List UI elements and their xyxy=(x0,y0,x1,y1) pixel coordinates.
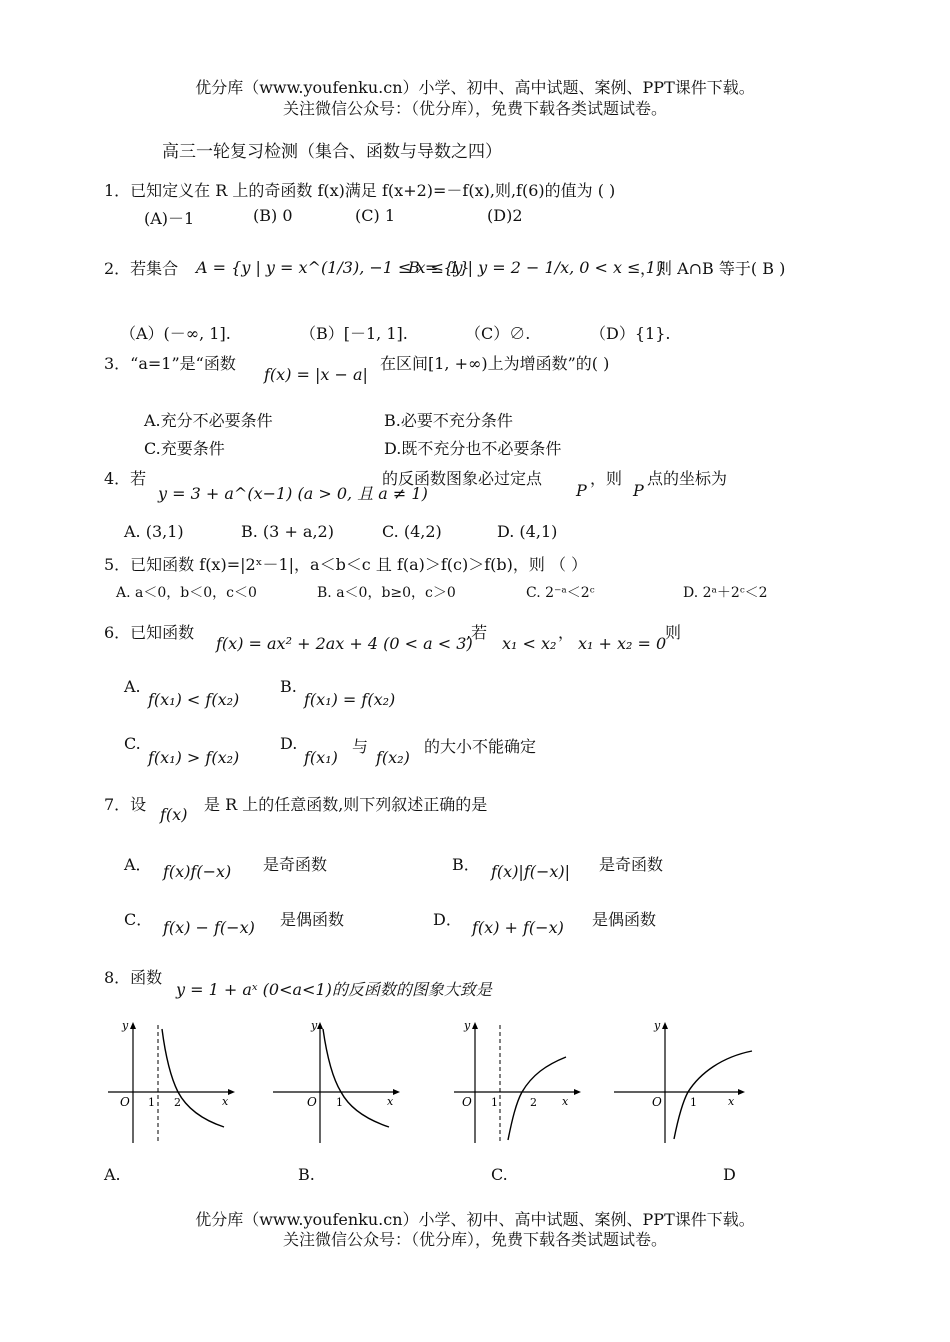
y-arrow-icon xyxy=(317,1022,323,1029)
y-arrow-icon xyxy=(662,1022,668,1029)
q2-stem-prefix: 2．若集合 xyxy=(104,259,179,278)
q6-cond-1: x₁ < x₂ xyxy=(502,634,557,653)
x-arrow-icon xyxy=(738,1089,745,1095)
q6-cond-2: x₁ + x₂ = 0 xyxy=(578,634,667,653)
q3-option-c: C.充要条件 xyxy=(144,439,225,458)
x-arrow-icon xyxy=(393,1089,400,1095)
q8-graph-a xyxy=(100,1015,240,1150)
q6-option-a: f(x₁) < f(x₂) xyxy=(148,690,240,709)
q6-option-b: f(x₁) = f(x₂) xyxy=(304,690,396,709)
q1-option-a: (A)－1 xyxy=(144,209,195,228)
origin-label: O xyxy=(652,1095,662,1109)
x-label: x xyxy=(387,1095,394,1108)
q5-option-d: D. 2ᵃ＋2ᶜ＜2 xyxy=(683,585,768,601)
q8-caption-c: C. xyxy=(491,1165,508,1184)
q2-option-b: （B）[－1, 1]. xyxy=(300,324,408,343)
q2-option-c: （C）∅. xyxy=(465,324,531,343)
x-label: x xyxy=(728,1095,735,1108)
q4-point-p: P xyxy=(576,481,587,500)
q5-option-a: A. a＜0，b＜0，c＜0 xyxy=(116,585,257,601)
q8-expr: y = 1 + aˣ (0<a<1)的反函数的图象大致是 xyxy=(176,980,492,999)
q6-comma: ， xyxy=(558,623,575,642)
tick-1: 1 xyxy=(148,1096,155,1109)
q6-option-d-suffix: 的大小不能确定 xyxy=(424,737,537,756)
q4-stem-prefix: 4．若 xyxy=(104,469,147,488)
curve xyxy=(162,1029,224,1127)
curve xyxy=(508,1057,566,1140)
y-label: y xyxy=(311,1019,318,1032)
q6-option-c: f(x₁) > f(x₂) xyxy=(148,748,240,767)
q3-option-a: A.充分不必要条件 xyxy=(144,411,273,430)
page-title: 高三一轮复习检测（集合、函数与导数之四） xyxy=(162,142,502,162)
q6-option-b-label: B. xyxy=(280,677,297,696)
q7-option-a-label: A． xyxy=(124,855,152,874)
q7-option-d: f(x) + f(−x) xyxy=(472,918,564,937)
q3-stem-suffix: 在区间[1, +∞)上为增函数”的( ) xyxy=(380,354,610,373)
q4-stem-mid2: ，则 xyxy=(590,469,623,488)
tick-2: 2 xyxy=(174,1096,181,1109)
q6-option-d-1: f(x₁) xyxy=(304,748,338,767)
q2-stem-suffix: ，则 A∩B 等于( B ) xyxy=(640,259,786,278)
q5-option-c: C. 2⁻ᵃ＜2ᶜ xyxy=(526,585,595,601)
q8-stem-prefix: 8．函数 xyxy=(104,968,163,987)
origin-label: O xyxy=(462,1095,472,1109)
q2-option-d: （D）{1}. xyxy=(590,324,671,343)
q3-expr: f(x) = |x − a| xyxy=(264,365,368,384)
q7-option-b-suffix: 是奇函数 xyxy=(599,855,664,874)
q6-option-d-2: f(x₂) xyxy=(376,748,410,767)
q6-option-d-mid: 与 xyxy=(352,737,369,756)
q7-stem-suffix: 是 R 上的任意函数,则下列叙述正确的是 xyxy=(204,795,488,814)
y-arrow-icon xyxy=(472,1022,478,1029)
y-label: y xyxy=(122,1019,129,1032)
q4-expr: y = 3 + a^(x−1) (a > 0, 且 a ≠ 1) xyxy=(158,484,428,503)
q7-expr: f(x) xyxy=(160,805,188,824)
q1-option-b: (B) 0 xyxy=(253,206,293,225)
q7-option-a-suffix: 是奇函数 xyxy=(263,855,328,874)
q1-option-c: (C) 1 xyxy=(355,206,395,225)
q3-option-b: B.必要不充分条件 xyxy=(384,411,513,430)
x-label: x xyxy=(562,1095,569,1108)
q4-point-p2: P xyxy=(633,481,644,500)
q8-caption-a: A. xyxy=(104,1165,121,1184)
x-label: x xyxy=(222,1095,229,1108)
y-arrow-icon xyxy=(130,1022,136,1029)
q7-option-c-label: C． xyxy=(124,910,153,929)
x-arrow-icon xyxy=(228,1089,235,1095)
tick-2: 2 xyxy=(530,1096,537,1109)
q4-option-d: D. (4,1) xyxy=(497,522,558,541)
q7-option-a: f(x)f(−x) xyxy=(163,862,232,881)
q7-option-d-label: D． xyxy=(433,910,462,929)
origin-label: O xyxy=(120,1095,130,1109)
q1-option-d: (D)2 xyxy=(487,206,523,225)
q3-option-d: D.既不充分也不必要条件 xyxy=(384,439,562,458)
q1-stem: 1．已知定义在 R 上的奇函数 f(x)满足 f(x+2)=－f(x),则,f(6)的值为 ( ) xyxy=(104,181,616,200)
tick-1: 1 xyxy=(336,1096,343,1109)
q6-stem-suffix: 则 xyxy=(665,623,682,642)
q7-option-b-label: B． xyxy=(452,855,480,874)
q6-stem-prefix: 6．已知函数 xyxy=(104,623,195,642)
q8-caption-b: B. xyxy=(298,1165,315,1184)
q7-option-d-suffix: 是偶函数 xyxy=(592,910,657,929)
x-arrow-icon xyxy=(574,1089,581,1095)
q7-option-b: f(x)|f(−x)| xyxy=(491,862,571,881)
q4-stem-suffix: 点的坐标为 xyxy=(647,469,728,488)
q6-stem-mid: ,若 xyxy=(466,623,488,642)
q2-set-a: A = {y | y = x^(1/3), −1 ≤ x ≤ 1} xyxy=(196,258,470,277)
q4-option-c: C. (4,2) xyxy=(382,522,442,541)
q4-stem-mid: 的反函数图象必过定点 xyxy=(382,469,543,488)
footer-line-2: 关注微信公众号：（优分库），免费下载各类试题试卷。 xyxy=(282,1230,667,1249)
q4-option-b: B. (3 + a,2) xyxy=(241,522,334,541)
q6-option-d-label: D. xyxy=(280,734,298,753)
curve xyxy=(674,1051,752,1139)
q8-graph-c xyxy=(450,1015,590,1150)
tick-1: 1 xyxy=(491,1096,498,1109)
q2-set-b: B = {y | y = 2 − 1/x, 0 < x ≤ 1} xyxy=(408,258,666,277)
q6-expr: f(x) = ax² + 2ax + 4 (0 < a < 3) xyxy=(216,634,473,653)
q6-option-a-label: A. xyxy=(124,677,141,696)
q4-option-a: A. (3,1) xyxy=(124,522,184,541)
curve xyxy=(323,1029,389,1127)
q6-option-c-label: C. xyxy=(124,734,141,753)
q5-stem: 5．已知函数 f(x)=|2ˣ－1|，a＜b＜c 且 f(a)＞f(c)＞f(b)，则 （ ） xyxy=(104,555,588,574)
q2-option-a: （A）(－∞, 1]. xyxy=(120,324,231,343)
header-line-2: 关注微信公众号：（优分库），免费下载各类试题试卷。 xyxy=(282,99,667,118)
origin-label: O xyxy=(307,1095,317,1109)
q7-option-c: f(x) − f(−x) xyxy=(163,918,255,937)
q5-option-b: B. a＜0，b≥0，c＞0 xyxy=(317,585,456,601)
q8-graph-b xyxy=(265,1015,405,1150)
y-label: y xyxy=(654,1019,661,1032)
footer-line-1: 优分库（www.youfenku.cn）小学、初中、高中试题、案例、PPT课件下载。 xyxy=(195,1210,755,1229)
q3-stem-prefix: 3．“a=1”是“函数 xyxy=(104,354,236,373)
q7-option-c-suffix: 是偶函数 xyxy=(280,910,345,929)
q8-graph-d xyxy=(610,1015,755,1150)
q8-caption-d: D xyxy=(723,1165,736,1184)
q7-stem-prefix: 7．设 xyxy=(104,795,147,814)
header-line-1: 优分库（www.youfenku.cn）小学、初中、高中试题、案例、PPT课件下载。 xyxy=(195,78,755,97)
tick-1: 1 xyxy=(690,1096,697,1109)
y-label: y xyxy=(464,1019,471,1032)
